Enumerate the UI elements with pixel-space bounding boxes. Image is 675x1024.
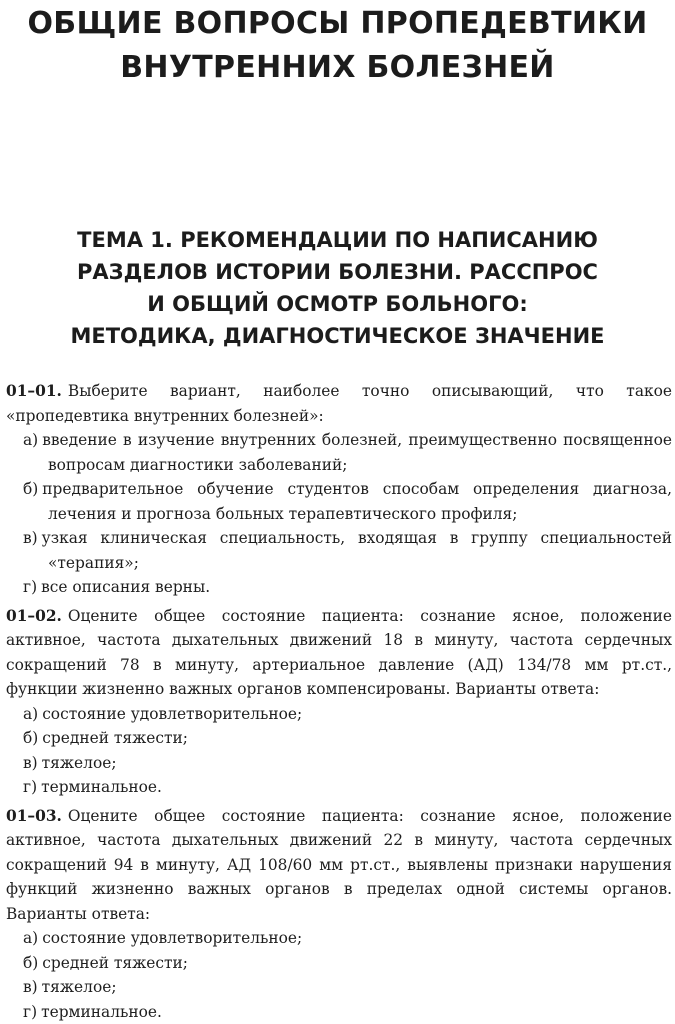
question-text: Выберите вариант, наиболее точно описывающий, что такое «пропедевтика внутренних болезней»: <box>6 382 672 425</box>
topic-title-line: РАЗДЕЛОВ ИСТОРИИ БОЛЕЗНИ. РАССПРОС <box>0 256 675 288</box>
question-text: Оцените общее состояние пациента: сознание ясное, положение активное, частота дыхательных движений 18 в минуту, частота сердечных сокращений 78 в минуту, артериальное давление (АД) 134/78 мм рт.ст., функции жизненно важных органов компенсированы. Варианты ответа: <box>6 607 672 699</box>
question-stem <box>6 804 672 927</box>
question-01-01 <box>6 379 672 600</box>
option-text: терминальное. <box>41 778 162 796</box>
answer-option <box>6 1000 672 1024</box>
answer-option <box>6 428 672 477</box>
option-text: все описания верны. <box>41 578 210 596</box>
option-letter: г) <box>23 778 37 796</box>
topic-title-line: МЕТОДИКА, ДИАГНОСТИЧЕСКОЕ ЗНАЧЕНИЕ <box>0 320 675 352</box>
answer-option <box>6 726 672 751</box>
option-letter: а) <box>23 929 38 947</box>
answer-option <box>6 702 672 727</box>
topic-title <box>0 224 675 352</box>
option-letter: б) <box>23 729 38 747</box>
option-letter: в) <box>23 978 38 996</box>
option-text: введение в изучение внутренних болезней, преимущественно посвященное вопросам диагностики заболеваний; <box>42 431 672 474</box>
question-01-02 <box>6 604 672 800</box>
option-letter: б) <box>23 954 38 972</box>
question-stem <box>6 604 672 702</box>
question-stem <box>6 379 672 428</box>
chapter-title-line: ВНУТРЕННИХ БОЛЕЗНЕЙ <box>0 46 675 90</box>
option-letter: г) <box>23 578 37 596</box>
answer-option <box>6 477 672 526</box>
option-text: средней тяжести; <box>42 729 188 747</box>
question-number: 01–03. <box>6 807 62 825</box>
answer-option <box>6 775 672 800</box>
option-letter: а) <box>23 705 38 723</box>
option-text: узкая клиническая специальность, входящая в группу специальностей «терапия»; <box>42 529 672 572</box>
option-text: средней тяжести; <box>42 954 188 972</box>
option-text: терминальное. <box>41 1003 162 1021</box>
option-letter: а) <box>23 431 38 449</box>
option-text: состояние удовлетворительное; <box>42 929 302 947</box>
question-number: 01–02. <box>6 607 62 625</box>
answer-option <box>6 575 672 600</box>
option-text: состояние удовлетворительное; <box>42 705 302 723</box>
option-text: предварительное обучение студентов способам определения диагноза, лечения и прогноза больных терапевтического профиля; <box>42 480 672 523</box>
chapter-title-line: ОБЩИЕ ВОПРОСЫ ПРОПЕДЕВТИКИ <box>0 2 675 46</box>
chapter-title <box>0 2 675 90</box>
question-01-03 <box>6 804 672 1024</box>
option-text: тяжелое; <box>42 754 117 772</box>
answer-option <box>6 951 672 976</box>
question-text: Оцените общее состояние пациента: сознание ясное, положение активное, частота дыхательных движений 22 в минуту, частота сердечных сокращений 94 в минуту, АД 108/60 мм рт.ст., выявлены признаки нарушения функций жизненно важных органов в пределах одной системы органов. Варианты ответа: <box>6 807 672 923</box>
answer-option <box>6 526 672 575</box>
option-letter: в) <box>23 529 38 547</box>
answer-option <box>6 975 672 1000</box>
option-text: тяжелое; <box>42 978 117 996</box>
option-letter: в) <box>23 754 38 772</box>
question-number: 01–01. <box>6 382 62 400</box>
topic-title-line: ТЕМА 1. РЕКОМЕНДАЦИИ ПО НАПИСАНИЮ <box>0 224 675 256</box>
option-letter: б) <box>23 480 38 498</box>
topic-title-line: И ОБЩИЙ ОСМОТР БОЛЬНОГО: <box>0 288 675 320</box>
option-letter: г) <box>23 1003 37 1021</box>
answer-option <box>6 751 672 776</box>
answer-option <box>6 926 672 951</box>
question-list <box>6 379 672 1024</box>
